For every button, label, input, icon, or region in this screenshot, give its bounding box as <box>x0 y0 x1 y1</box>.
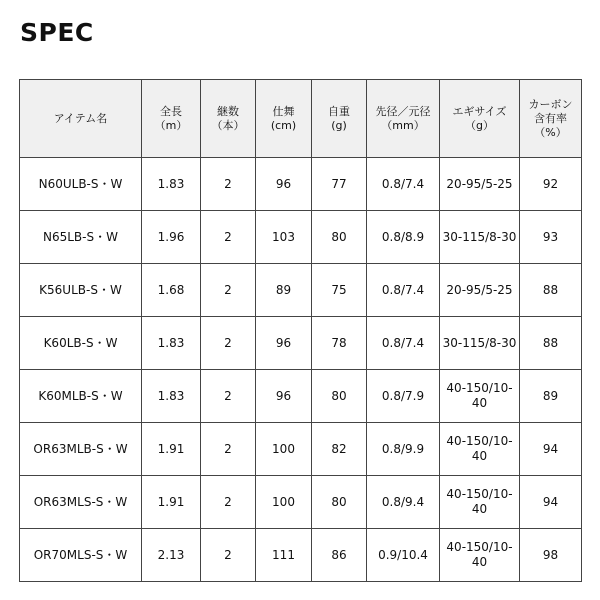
weight-cell: 86 <box>312 529 367 582</box>
table-row <box>20 423 582 476</box>
egi-size-cell: 40-150/10-40 <box>440 476 520 529</box>
item-name-cell: N60ULB-S・W <box>20 158 142 211</box>
weight-header <box>312 80 367 158</box>
closed-length-cell: 100 <box>256 423 312 476</box>
closed-length-cell: 96 <box>256 370 312 423</box>
header-label-line: エギサイズ <box>452 104 507 118</box>
pieces-cell: 2 <box>201 264 256 317</box>
header-label-line: （g） <box>465 118 494 132</box>
item-name-header <box>20 80 142 158</box>
weight-cell: 80 <box>312 211 367 264</box>
tip-butt-diameter-header <box>367 80 440 158</box>
table-row <box>20 211 582 264</box>
carbon-content-cell: 93 <box>520 211 582 264</box>
length-cell: 1.83 <box>142 370 201 423</box>
carbon-content-cell: 98 <box>520 529 582 582</box>
header-label-line: （%） <box>534 125 567 139</box>
diameter-cell: 0.8/7.4 <box>367 264 440 317</box>
item-name-cell: OR63MLB-S・W <box>20 423 142 476</box>
egi-size-cell: 30-115/8-30 <box>440 317 520 370</box>
pieces-cell: 2 <box>201 423 256 476</box>
carbon-content-header <box>520 80 582 158</box>
item-name-cell: OR70MLS-S・W <box>20 529 142 582</box>
table-row <box>20 264 582 317</box>
diameter-cell: 0.8/9.4 <box>367 476 440 529</box>
closed-length-header <box>256 80 312 158</box>
diameter-cell: 0.9/10.4 <box>367 529 440 582</box>
carbon-content-cell: 88 <box>520 264 582 317</box>
length-cell: 2.13 <box>142 529 201 582</box>
egi-size-cell: 20-95/5-25 <box>440 264 520 317</box>
table-row <box>20 476 582 529</box>
table-row <box>20 529 582 582</box>
length-cell: 1.96 <box>142 211 201 264</box>
egi-size-cell: 40-150/10-40 <box>440 529 520 582</box>
header-label-line: 継数 <box>217 104 239 118</box>
egi-size-header <box>440 80 520 158</box>
pieces-cell: 2 <box>201 158 256 211</box>
item-name-cell: K60LB-S・W <box>20 317 142 370</box>
spec-table <box>19 79 582 582</box>
table-row <box>20 317 582 370</box>
header-label-line: （m） <box>154 118 188 132</box>
header-label-line: 仕舞 <box>272 104 295 118</box>
item-name-cell: N65LB-S・W <box>20 211 142 264</box>
length-cell: 1.83 <box>142 317 201 370</box>
weight-cell: 80 <box>312 476 367 529</box>
pieces-cell: 2 <box>201 317 256 370</box>
length-cell: 1.91 <box>142 423 201 476</box>
table-row <box>20 158 582 211</box>
weight-cell: 75 <box>312 264 367 317</box>
pieces-cell: 2 <box>201 370 256 423</box>
diameter-cell: 0.8/9.9 <box>367 423 440 476</box>
header-label-line: 全長 <box>160 104 182 118</box>
diameter-cell: 0.8/7.9 <box>367 370 440 423</box>
header-label-line: (cm) <box>270 118 297 132</box>
header-label-line: （本） <box>211 118 245 132</box>
length-cell: 1.91 <box>142 476 201 529</box>
table-header-row <box>20 80 582 158</box>
carbon-content-cell: 89 <box>520 370 582 423</box>
carbon-content-cell: 88 <box>520 317 582 370</box>
pieces-cell: 2 <box>201 476 256 529</box>
egi-size-cell: 20-95/5-25 <box>440 158 520 211</box>
pieces-cell: 2 <box>201 529 256 582</box>
header-label-line: アイテム名 <box>53 111 108 125</box>
header-label-line: 自重 <box>328 104 350 118</box>
weight-cell: 82 <box>312 423 367 476</box>
length-header <box>142 80 201 158</box>
item-name-cell: K56ULB-S・W <box>20 264 142 317</box>
item-name-cell: OR63MLS-S・W <box>20 476 142 529</box>
item-name-cell: K60MLB-S・W <box>20 370 142 423</box>
weight-cell: 78 <box>312 317 367 370</box>
carbon-content-cell: 94 <box>520 476 582 529</box>
page-title: SPEC <box>20 18 94 47</box>
diameter-cell: 0.8/8.9 <box>367 211 440 264</box>
closed-length-cell: 96 <box>256 317 312 370</box>
closed-length-cell: 103 <box>256 211 312 264</box>
diameter-cell: 0.8/7.4 <box>367 317 440 370</box>
pieces-cell: 2 <box>201 211 256 264</box>
table-row <box>20 370 582 423</box>
header-label-line: 含有率 <box>534 111 567 125</box>
egi-size-cell: 40-150/10-40 <box>440 423 520 476</box>
carbon-content-cell: 92 <box>520 158 582 211</box>
header-label-line: カーボン <box>528 97 573 111</box>
header-label-line: (g) <box>331 118 347 132</box>
closed-length-cell: 100 <box>256 476 312 529</box>
closed-length-cell: 89 <box>256 264 312 317</box>
diameter-cell: 0.8/7.4 <box>367 158 440 211</box>
table-body <box>20 158 582 582</box>
closed-length-cell: 111 <box>256 529 312 582</box>
header-label-line: （mm） <box>381 118 425 132</box>
weight-cell: 80 <box>312 370 367 423</box>
closed-length-cell: 96 <box>256 158 312 211</box>
length-cell: 1.68 <box>142 264 201 317</box>
header-label-line: 先径／元径 <box>375 104 431 118</box>
weight-cell: 77 <box>312 158 367 211</box>
length-cell: 1.83 <box>142 158 201 211</box>
egi-size-cell: 40-150/10-40 <box>440 370 520 423</box>
carbon-content-cell: 94 <box>520 423 582 476</box>
egi-size-cell: 30-115/8-30 <box>440 211 520 264</box>
pieces-header <box>201 80 256 158</box>
